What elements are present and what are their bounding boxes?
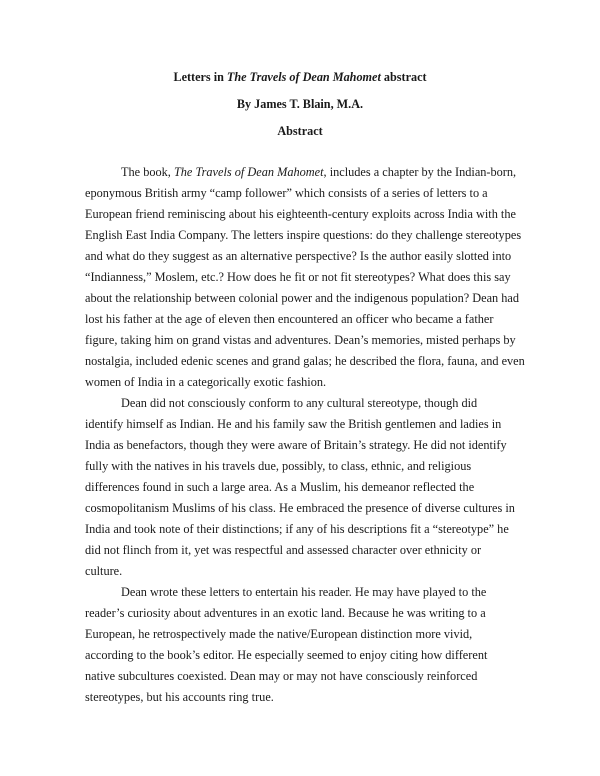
title-italic-book-name: The Travels of Dean Mahomet [226, 70, 381, 84]
paragraph-1-line: European friend reminiscing about his eighteenth-century exploits across India with the [85, 207, 516, 221]
paragraph-3-line: according to the book’s editor. He especially seemed to enjoy citing how different [85, 648, 488, 662]
paragraph-1-line: about the relationship between colonial power and the indigenous population? Dean had [85, 291, 520, 305]
paragraph-3-line: native subcultures coexisted. Dean may or may not have consciously reinforced [85, 669, 478, 683]
book-title-italic: The Travels of Dean Mahomet [173, 165, 324, 179]
paragraph-1-line: “Indianness,” Moslem, etc.? How does he fit or not fit stereotypes? What does this say [85, 270, 511, 284]
paragraph-2-line: identify himself as Indian. He and his family saw the British gentlemen and ladies in [85, 417, 502, 431]
paragraph-2-line: India and took note of their distinctions; if any of his descriptions fit a “stereotype” he [85, 522, 509, 536]
document-title [0, 70, 600, 84]
paragraph-1-line: nostalgia, included edenic scenes and grand galas; he described the flora, fauna, and even [85, 354, 525, 368]
paragraph-1-line: lost his father at the age of eleven then encountered an officer who became a father [85, 312, 494, 326]
author-byline: By James T. Blain, M.A. [236, 97, 364, 111]
paragraph-2-line: fully with the natives in his travels due, possibly, to class, ethnic, and religious [85, 459, 472, 473]
paragraph-1-line: figure, taking him on grand vistas and adventures. Dean’s memories, misted perhaps by [85, 333, 516, 347]
paragraph-2-line: India as benefactors, though they were aware of Britain’s strategy. He did not identify [85, 438, 507, 452]
paragraph-2-line: differences found in such a large area. As a Muslim, his demeanor reflected the [85, 480, 475, 494]
paragraph-3-line: reader’s curiosity about adventures in an exotic land. Because he was writing to a [85, 606, 486, 620]
paragraph-2-line: cosmopolitanism Muslims of his class. He embraced the presence of diverse cultures in [85, 501, 515, 515]
paragraph-2-line: Dean did not consciously conform to any cultural stereotype, though did [121, 396, 478, 410]
paragraph-3-line: Dean wrote these letters to entertain his reader. He may have played to the [121, 585, 487, 599]
paragraph-1-line: English East India Company. The letters inspire questions: do they challenge stereotypes [85, 228, 522, 242]
paragraph-1-line [121, 165, 516, 179]
paragraph-3-line: European, he retrospectively made the native/European distinction more vivid, [85, 627, 473, 641]
paragraph-1-line: eponymous British army “camp follower” which consists of a series of letters to a [85, 186, 488, 200]
title-suffix: abstract [380, 70, 427, 84]
text-run: The book, [121, 165, 174, 179]
title-prefix: Letters in [173, 70, 227, 84]
section-heading: Abstract [277, 124, 323, 138]
paragraph-2-line: culture. [85, 564, 123, 578]
text-run: , includes a chapter by the Indian-born, [323, 165, 517, 179]
paragraph-2-line: did not flinch from it, yet was respectful and assessed character over ethnicity or [85, 543, 482, 557]
paragraph-1-line: women of India in a categorically exotic fashion. [85, 375, 327, 389]
paragraph-3-line: stereotypes, but his accounts ring true. [85, 690, 274, 704]
paragraph-1-line: and what do they suggest as an alternative perspective? Is the author easily slotted into [85, 249, 512, 263]
